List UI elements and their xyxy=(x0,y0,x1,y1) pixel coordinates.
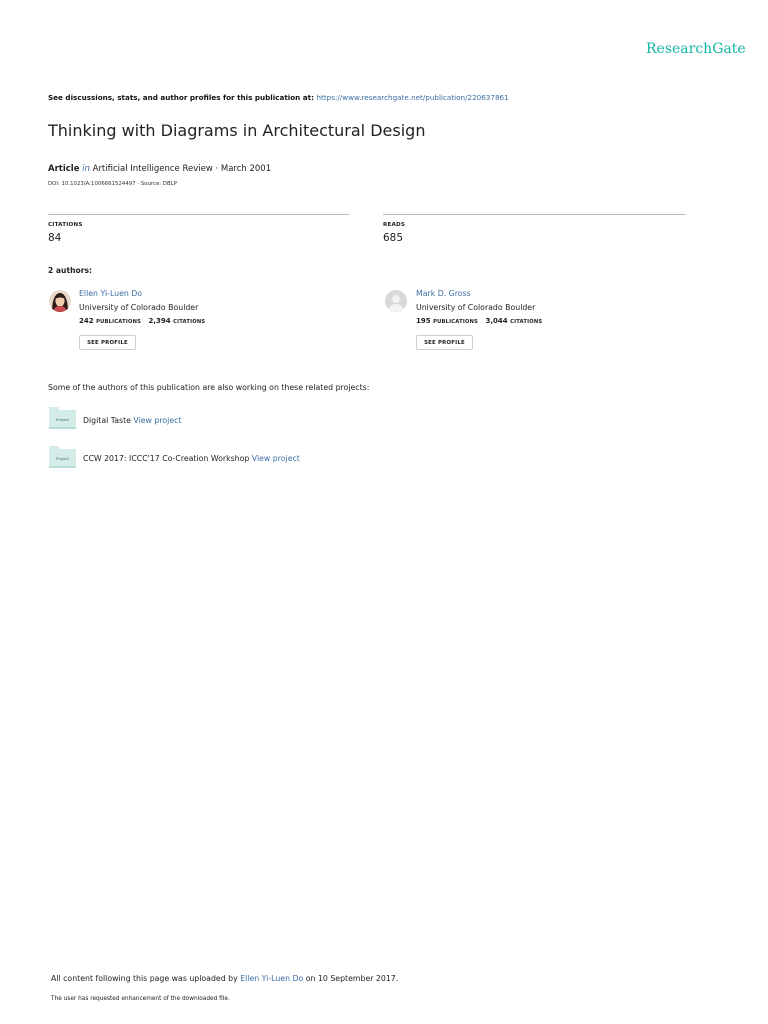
publications-label: PUBLICATIONS xyxy=(96,319,142,325)
author-stats xyxy=(416,317,547,325)
enhancement-note: The user has requested enhancement of the downloaded file. xyxy=(51,996,230,1002)
project-icon-label: Project xyxy=(56,417,69,422)
author-name-link[interactable]: Mark D. Gross xyxy=(416,289,471,298)
reads-value: 685 xyxy=(383,232,404,244)
header-prefix: See discussions, stats, and author profiles for this publication at: xyxy=(48,93,317,102)
see-profile-button[interactable]: SEE PROFILE xyxy=(79,335,136,350)
author-citations-count: 3,044 xyxy=(485,317,508,325)
citations-label: CITATIONS xyxy=(48,222,83,228)
citations-divider xyxy=(48,214,349,215)
upload-prefix: All content following this page was uploaded by xyxy=(51,974,241,983)
publications-count: 242 xyxy=(79,317,94,325)
author-affiliation: University of Colorado Boulder xyxy=(416,303,536,312)
reads-divider xyxy=(383,214,686,215)
default-avatar-icon[interactable] xyxy=(385,290,407,312)
upload-notice xyxy=(51,974,398,983)
project-folder-icon xyxy=(49,407,76,429)
author-citations-label: CITATIONS xyxy=(173,319,206,325)
see-profile-button[interactable]: SEE PROFILE xyxy=(416,335,473,350)
researchgate-logo[interactable]: ResearchGate xyxy=(646,41,746,57)
author-citations-count: 2,394 xyxy=(148,317,171,325)
view-project-link[interactable]: View project xyxy=(251,454,300,463)
project-item xyxy=(83,416,181,425)
author-stats xyxy=(79,317,210,325)
author-photo-avatar[interactable] xyxy=(49,290,71,312)
publication-url-link[interactable]: https://www.researchgate.net/publication/220637861 xyxy=(316,93,509,102)
publications-label: PUBLICATIONS xyxy=(433,319,479,325)
authors-heading: 2 authors: xyxy=(48,266,93,275)
project-folder-icon xyxy=(49,446,76,468)
publication-type: Article xyxy=(48,164,80,174)
related-projects-heading: Some of the authors of this publication are also working on these related projects: xyxy=(48,383,370,392)
project-icon-label: Project xyxy=(56,456,69,461)
publication-title: Thinking with Diagrams in Architectural Design xyxy=(48,121,426,140)
upload-suffix: on 10 September 2017. xyxy=(303,974,399,983)
project-name: Digital Taste xyxy=(83,416,131,425)
publications-count: 195 xyxy=(416,317,431,325)
publication-doi: DOI: 10.1023/A:1006661524497 · Source: DBLP xyxy=(48,181,177,187)
project-name: CCW 2017: ICCC'17 Co-Creation Workshop xyxy=(83,454,250,463)
citations-value: 84 xyxy=(48,232,62,244)
reads-label: READS xyxy=(383,222,406,228)
publication-meta xyxy=(48,164,271,174)
view-project-link[interactable]: View project xyxy=(133,416,182,425)
uploader-link[interactable]: Ellen Yi-Luen Do xyxy=(240,974,304,983)
author-citations-label: CITATIONS xyxy=(510,319,543,325)
project-item xyxy=(83,454,300,463)
discussion-header xyxy=(48,93,509,102)
journal-date: Artificial Intelligence Review · March 2001 xyxy=(92,164,272,174)
author-name-link[interactable]: Ellen Yi-Luen Do xyxy=(79,289,143,298)
in-word: in xyxy=(82,164,90,174)
author-affiliation: University of Colorado Boulder xyxy=(79,303,199,312)
